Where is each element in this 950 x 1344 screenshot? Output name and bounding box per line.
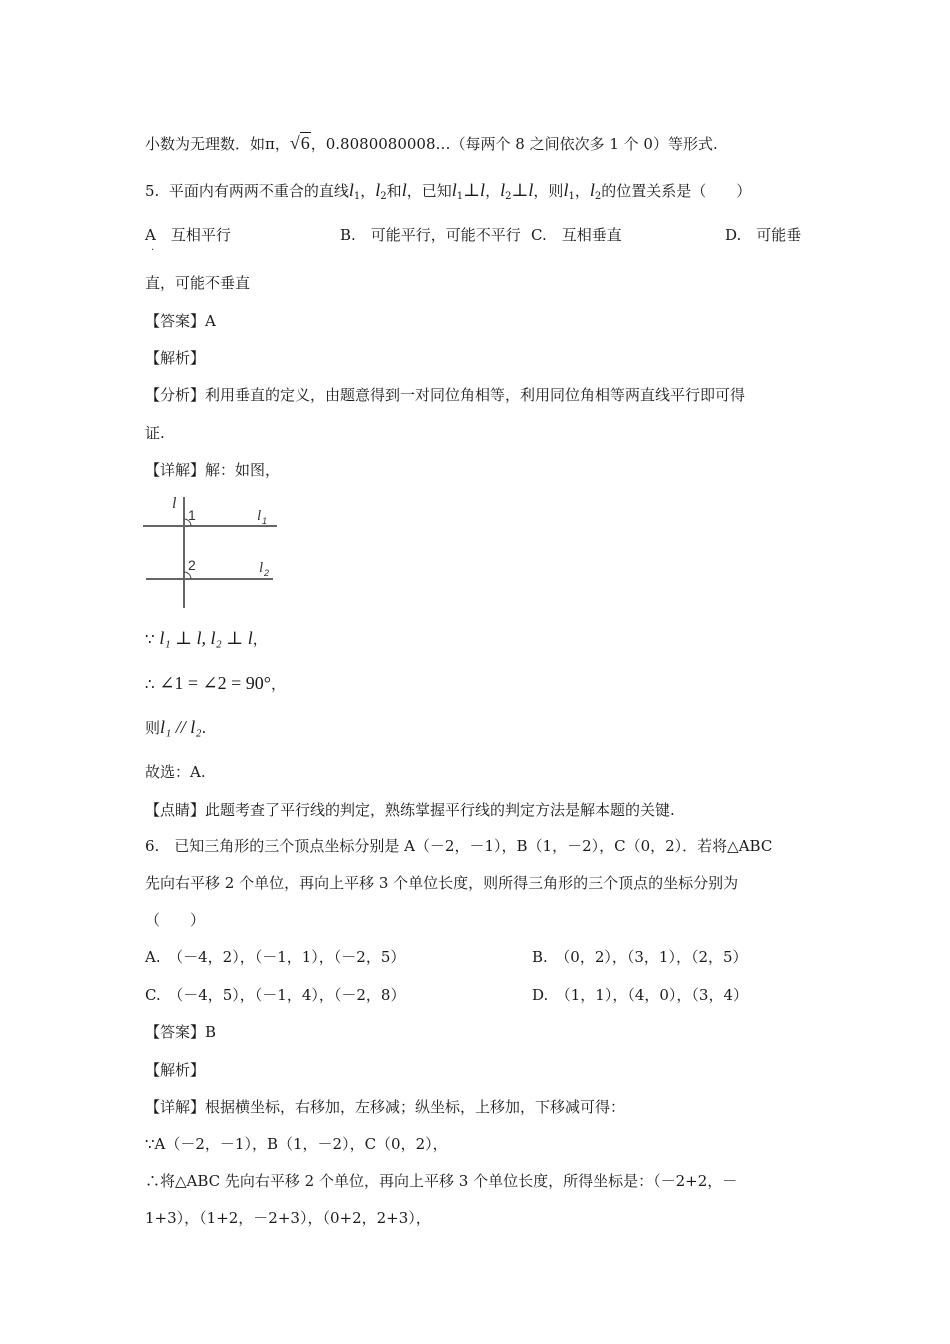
q6-because: ∵A（－2，－1），B（1，－2），C（0，2）， xyxy=(145,1135,448,1153)
therefore-expression: ∠1 = ∠2 = 90° xyxy=(159,673,271,693)
known-text: ，已知 xyxy=(406,182,452,200)
q6-detail: 【详解】根据横坐标，右移加，左移减；纵坐标，上移加，下移减可得： xyxy=(145,1098,626,1116)
q6-option-d: D. （1，1），（4，0），（3，4） xyxy=(532,986,749,1004)
sep: ， xyxy=(360,182,376,200)
q6-answer: 【答案】B xyxy=(145,1023,217,1041)
q5-option-a: A 互相平行 xyxy=(145,226,231,244)
sep: ， xyxy=(485,182,501,200)
q5-number: 5. xyxy=(145,182,160,200)
q6-line3: （ ） xyxy=(145,911,206,929)
q5-therefore-line xyxy=(145,673,286,694)
q5-option-d-continued: 直，可能不垂直 xyxy=(145,274,251,292)
sub-2: 2 xyxy=(594,191,602,202)
q5-analysis-title: 【解析】 xyxy=(145,349,206,367)
intro-text-before: 小数为无理数．如π， xyxy=(145,135,290,153)
then-text: ，则 xyxy=(533,182,564,200)
q6-line2: 先向右平移 2 个单位，再向上平移 3 个单位长度，则所得三角形的三个顶点的坐标分别为 xyxy=(145,874,739,892)
var-l: l xyxy=(500,180,506,200)
label-l: l xyxy=(172,495,177,512)
q6-option-b: B. （0，2），（3，1），（2，5） xyxy=(532,948,748,966)
because-symbol: ∵ xyxy=(145,630,155,648)
sqrt-radicand: 6 xyxy=(300,133,310,153)
q6-option-a: A. （－4，2），（－1，1），（－2，5） xyxy=(145,948,406,966)
var-l: l xyxy=(375,180,381,200)
q5-fenxi-cont: 证. xyxy=(145,424,165,442)
var-l: l xyxy=(589,180,595,200)
sub-1: 1 xyxy=(568,191,575,202)
q5-stem-a: 平面内有两两不重合的直线 xyxy=(168,182,349,200)
q5-answer: 【答案】A xyxy=(145,312,216,330)
q5-option-a-dot: . xyxy=(151,242,155,253)
q5-choose: 故选：A. xyxy=(145,763,206,781)
sub-2: 2 xyxy=(380,191,387,202)
q5-option-d: D. 可能垂 xyxy=(725,226,802,244)
q6-option-c: C. （－4，5），（－1，4），（－2，8） xyxy=(145,986,406,1004)
var-l: l xyxy=(528,180,534,200)
q6-therefore: ∴将△ABC 先向右平移 2 个单位，再向上平移 3 个单位长度，所得坐标是：（－2+2，－ xyxy=(145,1172,738,1190)
q5-then-line xyxy=(145,717,206,738)
because-expression: l₁ ⊥ l, l₂ ⊥ l xyxy=(159,628,253,648)
var-l: l xyxy=(348,180,354,200)
label-l2: l xyxy=(259,560,264,576)
perp-symbol: ⊥ xyxy=(463,180,481,200)
sub-1: 1 xyxy=(353,191,361,202)
sqrt-expression: √6 xyxy=(289,133,310,153)
q6-therefore-cont: 1+3），（1+2，－2+3），（0+2，2+3）， xyxy=(145,1209,431,1227)
label-l1: l xyxy=(257,508,262,524)
q5-detail: 【详解】解：如图， xyxy=(145,461,281,479)
q5-fenxi: 【分析】利用垂直的定义，由题意得到一对同位角相等，利用同位角相等两直线平行即可得 xyxy=(145,386,746,404)
because-end: ， xyxy=(252,630,268,648)
var-l: l xyxy=(480,180,486,200)
sub-2: 2 xyxy=(505,191,512,202)
var-l: l xyxy=(451,180,457,200)
q5-stem xyxy=(145,180,751,207)
and-text: 和 xyxy=(386,182,402,200)
q5-stem-end: 的位置关系是（ ） xyxy=(601,182,752,200)
perp-symbol: ⊥ xyxy=(511,180,529,200)
sub-1: 1 xyxy=(456,191,464,202)
therefore-symbol: ∴ xyxy=(145,675,155,693)
then-end: . xyxy=(201,719,207,737)
then-expression: l₁ // l₂ xyxy=(160,717,202,737)
then-label: 则 xyxy=(145,719,161,737)
intro-text-after: ，0.8080080008…（每两个 8 之间依次多 1 个 0）等形式. xyxy=(310,135,718,153)
q6-analysis-title: 【解析】 xyxy=(145,1061,206,1079)
label-angle-2: 2 xyxy=(188,557,196,573)
therefore-end: ， xyxy=(271,675,287,693)
var-l: l xyxy=(563,180,569,200)
sep: ， xyxy=(574,182,590,200)
q5-option-b: B. 可能平行，可能不平行 xyxy=(340,226,521,244)
label-l1-sub: 1 xyxy=(262,516,268,526)
var-l: l xyxy=(401,180,407,200)
label-l2-sub: 2 xyxy=(264,568,270,578)
q5-because-line xyxy=(145,628,268,649)
q6-line1: 6. 已知三角形的三个顶点坐标分别是 A（－2，－1），B（1，－2），C（0，2）．若将△ABC xyxy=(145,837,773,855)
intro-line xyxy=(145,133,718,154)
parallel-lines-diagram xyxy=(140,492,285,612)
q5-option-c: C. 互相垂直 xyxy=(531,226,622,244)
label-angle-1: 1 xyxy=(188,507,196,523)
angle-2-arc xyxy=(184,572,191,579)
q5-comment: 【点睛】此题考查了平行线的判定，熟练掌握平行线的判定方法是解本题的关键. xyxy=(145,801,675,819)
